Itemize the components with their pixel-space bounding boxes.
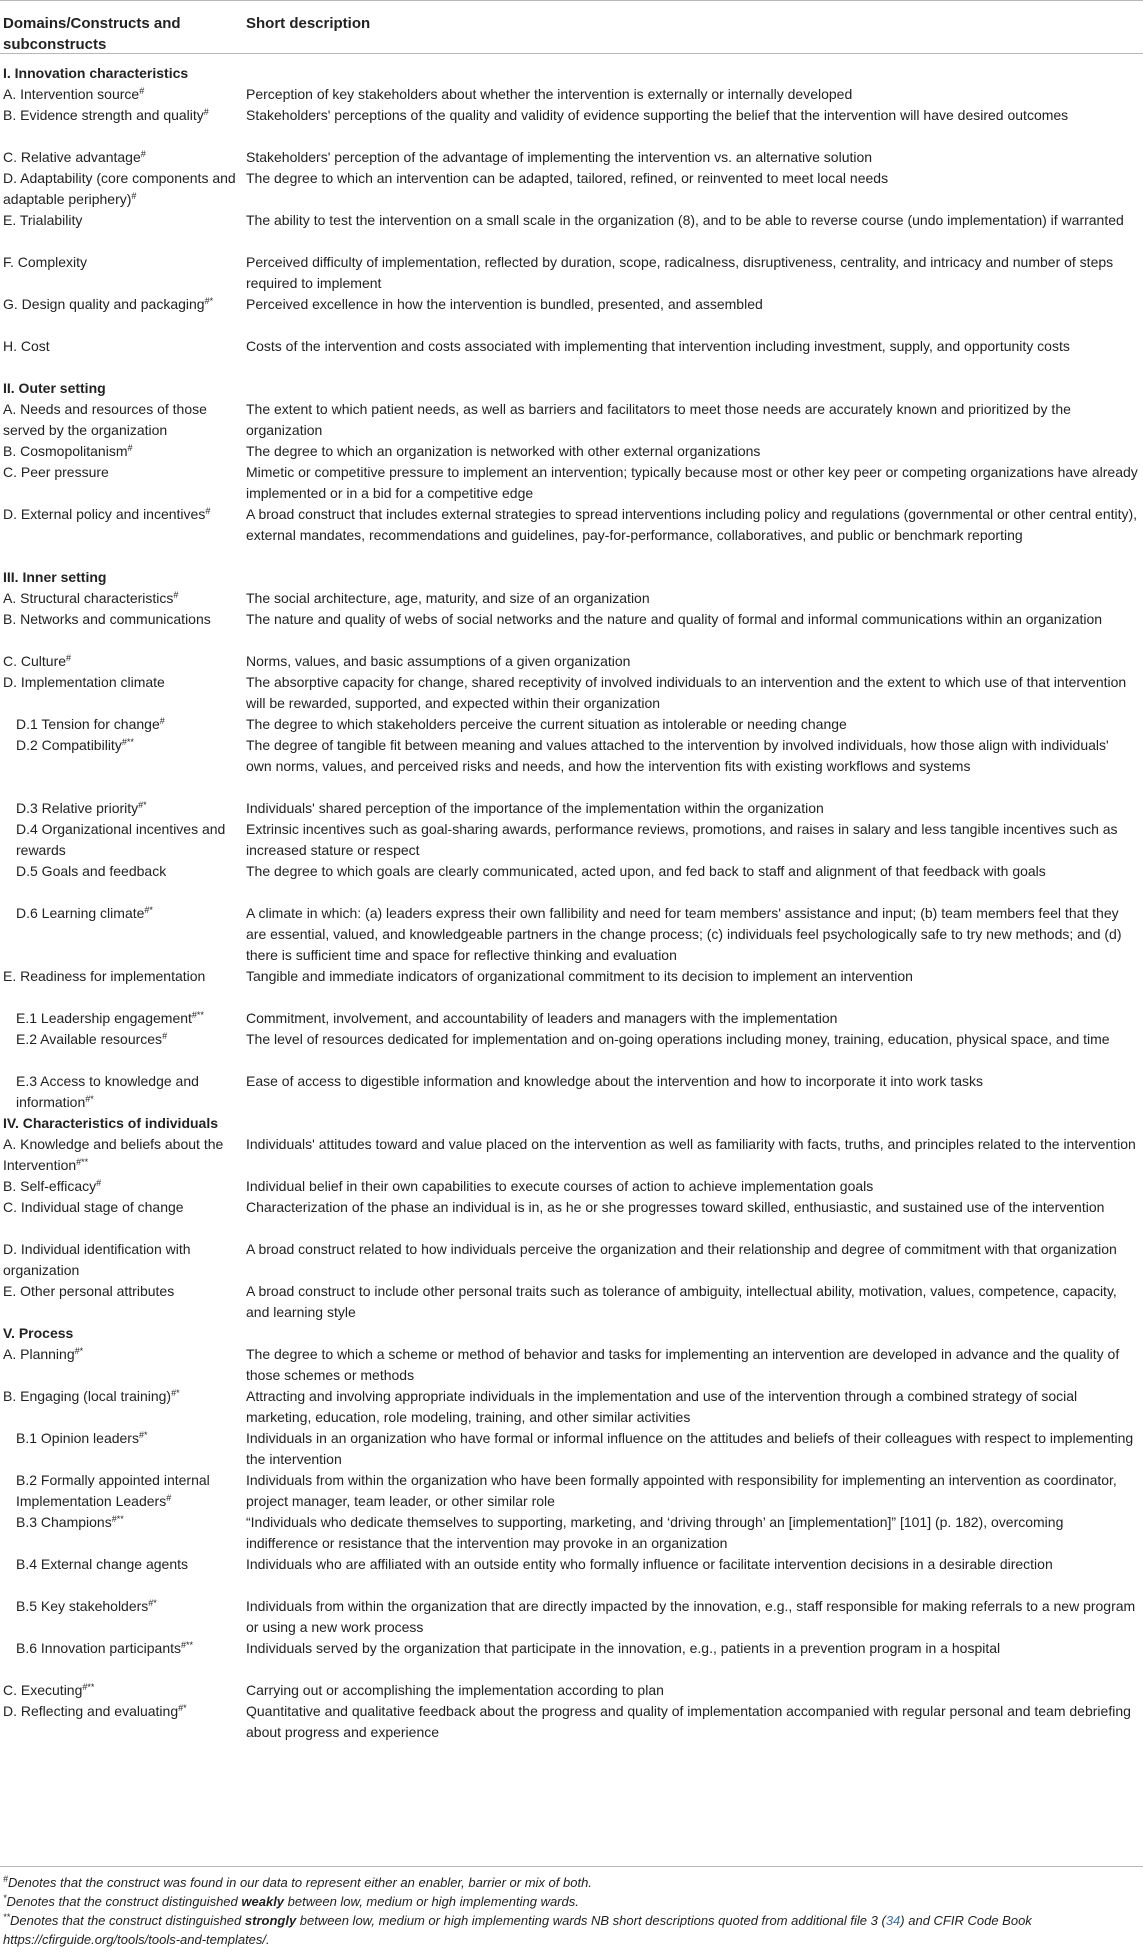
construct-name bbox=[3, 147, 239, 168]
construct-name bbox=[3, 861, 252, 882]
construct-name bbox=[3, 819, 252, 861]
construct-name bbox=[3, 1008, 252, 1029]
construct-marker: # bbox=[66, 653, 72, 663]
section-heading: IV. Characteristics of individuals bbox=[3, 1115, 219, 1131]
construct-label: G. Design quality and packaging bbox=[3, 296, 205, 312]
construct-marker: #* bbox=[178, 1703, 187, 1713]
construct-label: D.2 Compatibility bbox=[16, 737, 122, 753]
construct-name bbox=[3, 1512, 252, 1533]
construct-name bbox=[3, 1701, 239, 1722]
construct-description: The social architecture, age, maturity, and size of an organization bbox=[246, 590, 650, 606]
construct-marker: # bbox=[162, 1031, 168, 1041]
construct-description: Carrying out or accomplishing the implementation according to plan bbox=[246, 1682, 664, 1698]
construct-label: D.6 Learning climate bbox=[16, 905, 145, 921]
construct-name bbox=[3, 168, 239, 210]
footnote-mark: * bbox=[3, 1893, 7, 1903]
construct-label: B. Evidence strength and quality bbox=[3, 107, 204, 123]
footnote-emphasis: strongly bbox=[244, 1913, 297, 1928]
construct-marker: #* bbox=[138, 1430, 148, 1440]
construct-label: A. Structural characteristics bbox=[3, 590, 174, 606]
construct-name bbox=[3, 1596, 252, 1617]
construct-name bbox=[3, 1470, 252, 1512]
construct-description: A broad construct to include other personal traits such as tolerance of ambiguity, intellectual ability, motivation, values, competence, capacity, and learning style bbox=[246, 1283, 1117, 1320]
construct-marker: # bbox=[127, 443, 133, 453]
construct-description: The degree to which goals are clearly communicated, acted upon, and fed back to staff and alignment of that feedback with goals bbox=[246, 863, 1046, 879]
construct-name bbox=[3, 462, 239, 483]
construct-label: C. Peer pressure bbox=[3, 464, 109, 480]
construct-marker: # bbox=[140, 149, 146, 159]
construct-marker: # bbox=[96, 1178, 102, 1188]
construct-name bbox=[3, 588, 239, 609]
construct-description: Quantitative and qualitative feedback about the progress and quality of implementation accompanied with regular personal and team debriefing about progress and experience bbox=[246, 1703, 1131, 1740]
column-header-constructs: Domains/Constructs and subconstructs bbox=[3, 15, 181, 53]
construct-label: B.5 Key stakeholders bbox=[16, 1598, 149, 1614]
construct-description: Costs of the intervention and costs associated with implementing that intervention including investment, supply, and opportunity costs bbox=[246, 338, 1070, 354]
construct-description: Individuals' shared perception of the importance of the implementation within the organization bbox=[246, 800, 824, 816]
construct-label: D.4 Organizational incentives and rewards bbox=[16, 821, 226, 858]
footnote-text: between low, medium or high implementing wards NB short descriptions quoted from additional file 3 ( bbox=[296, 1913, 886, 1928]
construct-label: A. Needs and resources of those served by the organization bbox=[3, 401, 207, 438]
construct-description: The absorptive capacity for change, shared receptivity of involved individuals to an intervention and the extent to which use of that intervention will be rewarded, supported, and expected within their organization bbox=[246, 674, 1127, 711]
construct-description: Perceived difficulty of implementation, reflected by duration, scope, radicalness, disruptiveness, centrality, and intricacy and number of steps required to implement bbox=[246, 254, 1114, 291]
table-bottom-rule bbox=[0, 1866, 1143, 1867]
construct-description: Individuals in an organization who have formal or informal influence on the attitudes and beliefs of their colleagues with respect to implementing the intervention bbox=[246, 1430, 1134, 1467]
footnote-text: Denotes that the construct distinguished bbox=[6, 1894, 242, 1909]
construct-marker: #** bbox=[76, 1157, 89, 1167]
construct-label: D.3 Relative priority bbox=[16, 800, 139, 816]
footnote-text: Denotes that the construct was found in our data to represent either an enabler, barrier or mix of both. bbox=[8, 1875, 592, 1890]
construct-name bbox=[3, 1344, 239, 1365]
construct-marker: #* bbox=[148, 1598, 157, 1608]
construct-marker: #** bbox=[111, 1514, 124, 1524]
header-rule bbox=[0, 53, 1143, 54]
construct-name bbox=[3, 966, 239, 987]
construct-description: Stakeholders' perception of the advantage of implementing the intervention vs. an alternative solution bbox=[246, 149, 873, 165]
footnote-text: Denotes that the construct distinguished bbox=[10, 1913, 245, 1928]
construct-description: Mimetic or competitive pressure to implement an intervention; typically because most or other key peer or competing organizations have already implemented or in a bid for a competitive edge bbox=[246, 464, 1138, 501]
construct-label: C. Relative advantage bbox=[3, 149, 141, 165]
construct-name bbox=[3, 294, 239, 315]
construct-label: B. Cosmopolitanism bbox=[3, 443, 128, 459]
section-heading: II. Outer setting bbox=[3, 380, 106, 396]
construct-description: Perceived excellence in how the intervention is bundled, presented, and assembled bbox=[246, 296, 763, 312]
construct-name bbox=[3, 672, 239, 693]
construct-label: C. Executing bbox=[3, 1682, 83, 1698]
section-heading: V. Process bbox=[3, 1325, 74, 1341]
construct-name bbox=[3, 714, 252, 735]
construct-label: B.2 Formally appointed internal Implementation Leaders bbox=[16, 1472, 210, 1509]
table-footnotes bbox=[3, 1873, 1139, 1949]
construct-marker: # bbox=[131, 191, 137, 201]
construct-label: C. Culture bbox=[3, 653, 67, 669]
construct-label: E.3 Access to knowledge and information bbox=[16, 1073, 199, 1110]
construct-description: Ease of access to digestible information and knowledge about the intervention and how to incorporate it into work tasks bbox=[246, 1073, 983, 1089]
construct-description: Individual belief in their own capabilities to execute courses of action to achieve implementation goals bbox=[246, 1178, 874, 1194]
footnote-hash bbox=[3, 1873, 1139, 1892]
construct-label: B.3 Champions bbox=[16, 1514, 112, 1530]
construct-marker: # bbox=[159, 716, 165, 726]
footnote-emphasis: weakly bbox=[241, 1894, 285, 1909]
construct-description: Norms, values, and basic assumptions of a given organization bbox=[246, 653, 631, 669]
construct-name bbox=[3, 1197, 239, 1218]
construct-marker: #** bbox=[121, 737, 134, 747]
construct-label: D.5 Goals and feedback bbox=[16, 863, 167, 879]
footnote-mark: # bbox=[3, 1874, 9, 1884]
construct-description: The nature and quality of webs of social networks and the nature and quality of formal and informal communications within an organization bbox=[246, 611, 1103, 627]
construct-name bbox=[3, 504, 239, 525]
construct-label: D. Reflecting and evaluating bbox=[3, 1703, 179, 1719]
construct-name bbox=[3, 798, 252, 819]
construct-name bbox=[3, 336, 239, 357]
construct-marker: # bbox=[139, 86, 145, 96]
construct-description: The extent to which patient needs, as well as barriers and facilitators to meet those needs are accurately known and prioritized by the organization bbox=[246, 401, 1071, 438]
footnote-double-star bbox=[3, 1911, 1139, 1949]
construct-description: Individuals served by the organization that participate in the innovation, e.g., patients in a prevention program in a hospital bbox=[246, 1640, 1001, 1656]
construct-name bbox=[3, 1281, 239, 1302]
footnote-text: ) and CFIR Code Book https://cfirguide.org/tools/tools-and-templates/. bbox=[3, 1913, 1032, 1947]
construct-description: A broad construct related to how individuals perceive the organization and their relationship and degree of commitment with that organization bbox=[246, 1241, 1117, 1257]
construct-description: The degree to which an organization is networked with other external organizations bbox=[246, 443, 761, 459]
construct-marker: #* bbox=[85, 1094, 94, 1104]
construct-name bbox=[3, 105, 239, 126]
construct-label: B. Networks and communications bbox=[3, 611, 211, 627]
construct-label: E. Other personal attributes bbox=[3, 1283, 175, 1299]
construct-marker: #* bbox=[144, 905, 153, 915]
construct-marker: #* bbox=[171, 1388, 180, 1398]
construct-marker: #** bbox=[181, 1640, 194, 1650]
construct-name bbox=[3, 1239, 239, 1281]
construct-label: B.4 External change agents bbox=[16, 1556, 189, 1572]
construct-label: D. Individual identification with organization bbox=[3, 1241, 191, 1278]
construct-description: Individuals from within the organization who have been formally appointed with responsibility for implementing an intervention as coordinator, project manager, team leader, or other similar role bbox=[246, 1472, 1117, 1509]
construct-description: A broad construct that includes external strategies to spread interventions including policy and regulations (governmental or other central entity), external mandates, recommendations and guidelines, pay-for-performance, collaboratives, and public or benchmark reporting bbox=[246, 506, 1138, 543]
construct-marker: #* bbox=[138, 800, 147, 810]
construct-label: D.1 Tension for change bbox=[16, 716, 160, 732]
section-heading: I. Innovation characteristics bbox=[3, 65, 189, 81]
construct-label: B. Self-efficacy bbox=[3, 1178, 97, 1194]
construct-name bbox=[3, 735, 252, 756]
construct-description: Commitment, involvement, and accountability of leaders and managers with the implementation bbox=[246, 1010, 838, 1026]
construct-label: B.6 Innovation participants bbox=[16, 1640, 181, 1656]
construct-description: Individuals' attitudes toward and value placed on the intervention as well as familiarity with facts, truths, and principles related to the intervention bbox=[246, 1136, 1136, 1152]
construct-name bbox=[3, 441, 239, 462]
construct-name bbox=[3, 1428, 252, 1449]
footnote-star bbox=[3, 1892, 1139, 1911]
construct-name bbox=[3, 1554, 252, 1575]
construct-description: The ability to test the intervention on a small scale in the organization (8), and to be able to reverse course (undo implementation) if warranted bbox=[246, 212, 1124, 228]
construct-marker: #** bbox=[191, 1010, 204, 1020]
construct-description: “Individuals who dedicate themselves to supporting, marketing, and ‘driving through’ an [implementation]” [101] (p. 182), overcoming indifference or resistance that the intervention may provoke in an organization bbox=[246, 1514, 1064, 1551]
construct-description: Characterization of the phase an individual is in, as he or she progresses toward skilled, enthusiastic, and sustained use of the intervention bbox=[246, 1199, 1105, 1215]
reference-link[interactable]: 34 bbox=[885, 1913, 901, 1928]
construct-name bbox=[3, 399, 239, 441]
column-header-description: Short description bbox=[246, 15, 371, 32]
construct-description: The degree to which stakeholders perceive the current situation as intolerable or needing change bbox=[246, 716, 847, 732]
construct-label: B.1 Opinion leaders bbox=[16, 1430, 139, 1446]
construct-name bbox=[3, 1680, 239, 1701]
construct-marker: # bbox=[166, 1493, 172, 1503]
construct-description: Attracting and involving appropriate individuals in the implementation and use of the intervention through a combined strategy of social marketing, education, role modeling, training, and other similar activities bbox=[246, 1388, 1078, 1425]
construct-label: A. Planning bbox=[3, 1346, 75, 1362]
construct-label: E.1 Leadership engagement bbox=[16, 1010, 192, 1026]
construct-description: The degree to which an intervention can be adapted, tailored, refined, or reinvented to meet local needs bbox=[246, 170, 889, 186]
construct-description: Perception of key stakeholders about whether the intervention is externally or internally developed bbox=[246, 86, 853, 102]
construct-description: The degree of tangible fit between meaning and values attached to the intervention by involved individuals, how those align with individuals' own norms, values, and perceived risks and needs, and how the intervention fits with existing workflows and systems bbox=[246, 737, 1109, 774]
construct-label: A. Intervention source bbox=[3, 86, 140, 102]
construct-marker: # bbox=[203, 107, 209, 117]
construct-name bbox=[3, 1638, 252, 1659]
construct-label: B. Engaging (local training) bbox=[3, 1388, 172, 1404]
construct-marker: #* bbox=[74, 1346, 84, 1356]
construct-name bbox=[3, 1176, 239, 1197]
construct-marker: # bbox=[205, 506, 211, 516]
construct-description: Extrinsic incentives such as goal-sharing awards, performance reviews, promotions, and raises in salary and less tangible incentives such as increased stature or respect bbox=[246, 821, 1118, 858]
construct-name bbox=[3, 1386, 239, 1407]
construct-marker: #** bbox=[82, 1682, 95, 1692]
construct-name bbox=[3, 903, 252, 924]
section-heading: III. Inner setting bbox=[3, 569, 107, 585]
construct-name bbox=[3, 1029, 252, 1050]
construct-description: Tangible and immediate indicators of organizational commitment to its decision to implement an intervention bbox=[246, 968, 913, 984]
construct-label: H. Cost bbox=[3, 338, 50, 354]
footnote-text: between low, medium or high implementing wards. bbox=[284, 1894, 579, 1909]
construct-label: A. Knowledge and beliefs about the Intervention bbox=[3, 1136, 224, 1173]
construct-name bbox=[3, 609, 239, 630]
construct-label: F. Complexity bbox=[3, 254, 88, 270]
construct-name bbox=[3, 84, 239, 105]
construct-description: The level of resources dedicated for implementation and on-going operations including money, training, education, physical space, and time bbox=[246, 1031, 1110, 1047]
construct-name bbox=[3, 1071, 252, 1113]
construct-description: Individuals who are affiliated with an outside entity who formally influence or facilitate intervention decisions in a desirable direction bbox=[246, 1556, 1053, 1572]
construct-label: C. Individual stage of change bbox=[3, 1199, 184, 1215]
table-top-rule bbox=[0, 0, 1143, 1]
construct-label: D. Adaptability (core components and adaptable periphery) bbox=[3, 170, 236, 207]
footnote-mark: ** bbox=[3, 1912, 11, 1922]
construct-description: Stakeholders' perceptions of the quality and validity of evidence supporting the belief that the intervention will have desired outcomes bbox=[246, 107, 1069, 123]
construct-description: The degree to which a scheme or method of behavior and tasks for implementing an intervention are developed in advance and the quality of those schemes or methods bbox=[246, 1346, 1120, 1383]
construct-name bbox=[3, 1134, 239, 1176]
construct-description: Individuals from within the organization that are directly impacted by the innovation, e.g., staff responsible for making referrals to a new program or using a new work process bbox=[246, 1598, 1136, 1635]
construct-label: D. External policy and incentives bbox=[3, 506, 206, 522]
construct-label: E. Readiness for implementation bbox=[3, 968, 206, 984]
construct-label: E.2 Available resources bbox=[16, 1031, 163, 1047]
construct-marker: #* bbox=[204, 296, 214, 306]
construct-label: D. Implementation climate bbox=[3, 674, 165, 690]
construct-name bbox=[3, 252, 239, 273]
construct-description: A climate in which: (a) leaders express their own fallibility and need for team members' assistance and input; (b) team members feel that they are essential, valued, and knowledgeable partners in the change process; (c) individuals feel psychologically safe to try new methods; and (d) there is sufficient time and space for reflective thinking and evaluation bbox=[246, 905, 1122, 963]
construct-marker: # bbox=[173, 590, 179, 600]
construct-label: E. Trialability bbox=[3, 212, 83, 228]
construct-name bbox=[3, 210, 239, 231]
construct-name bbox=[3, 651, 239, 672]
